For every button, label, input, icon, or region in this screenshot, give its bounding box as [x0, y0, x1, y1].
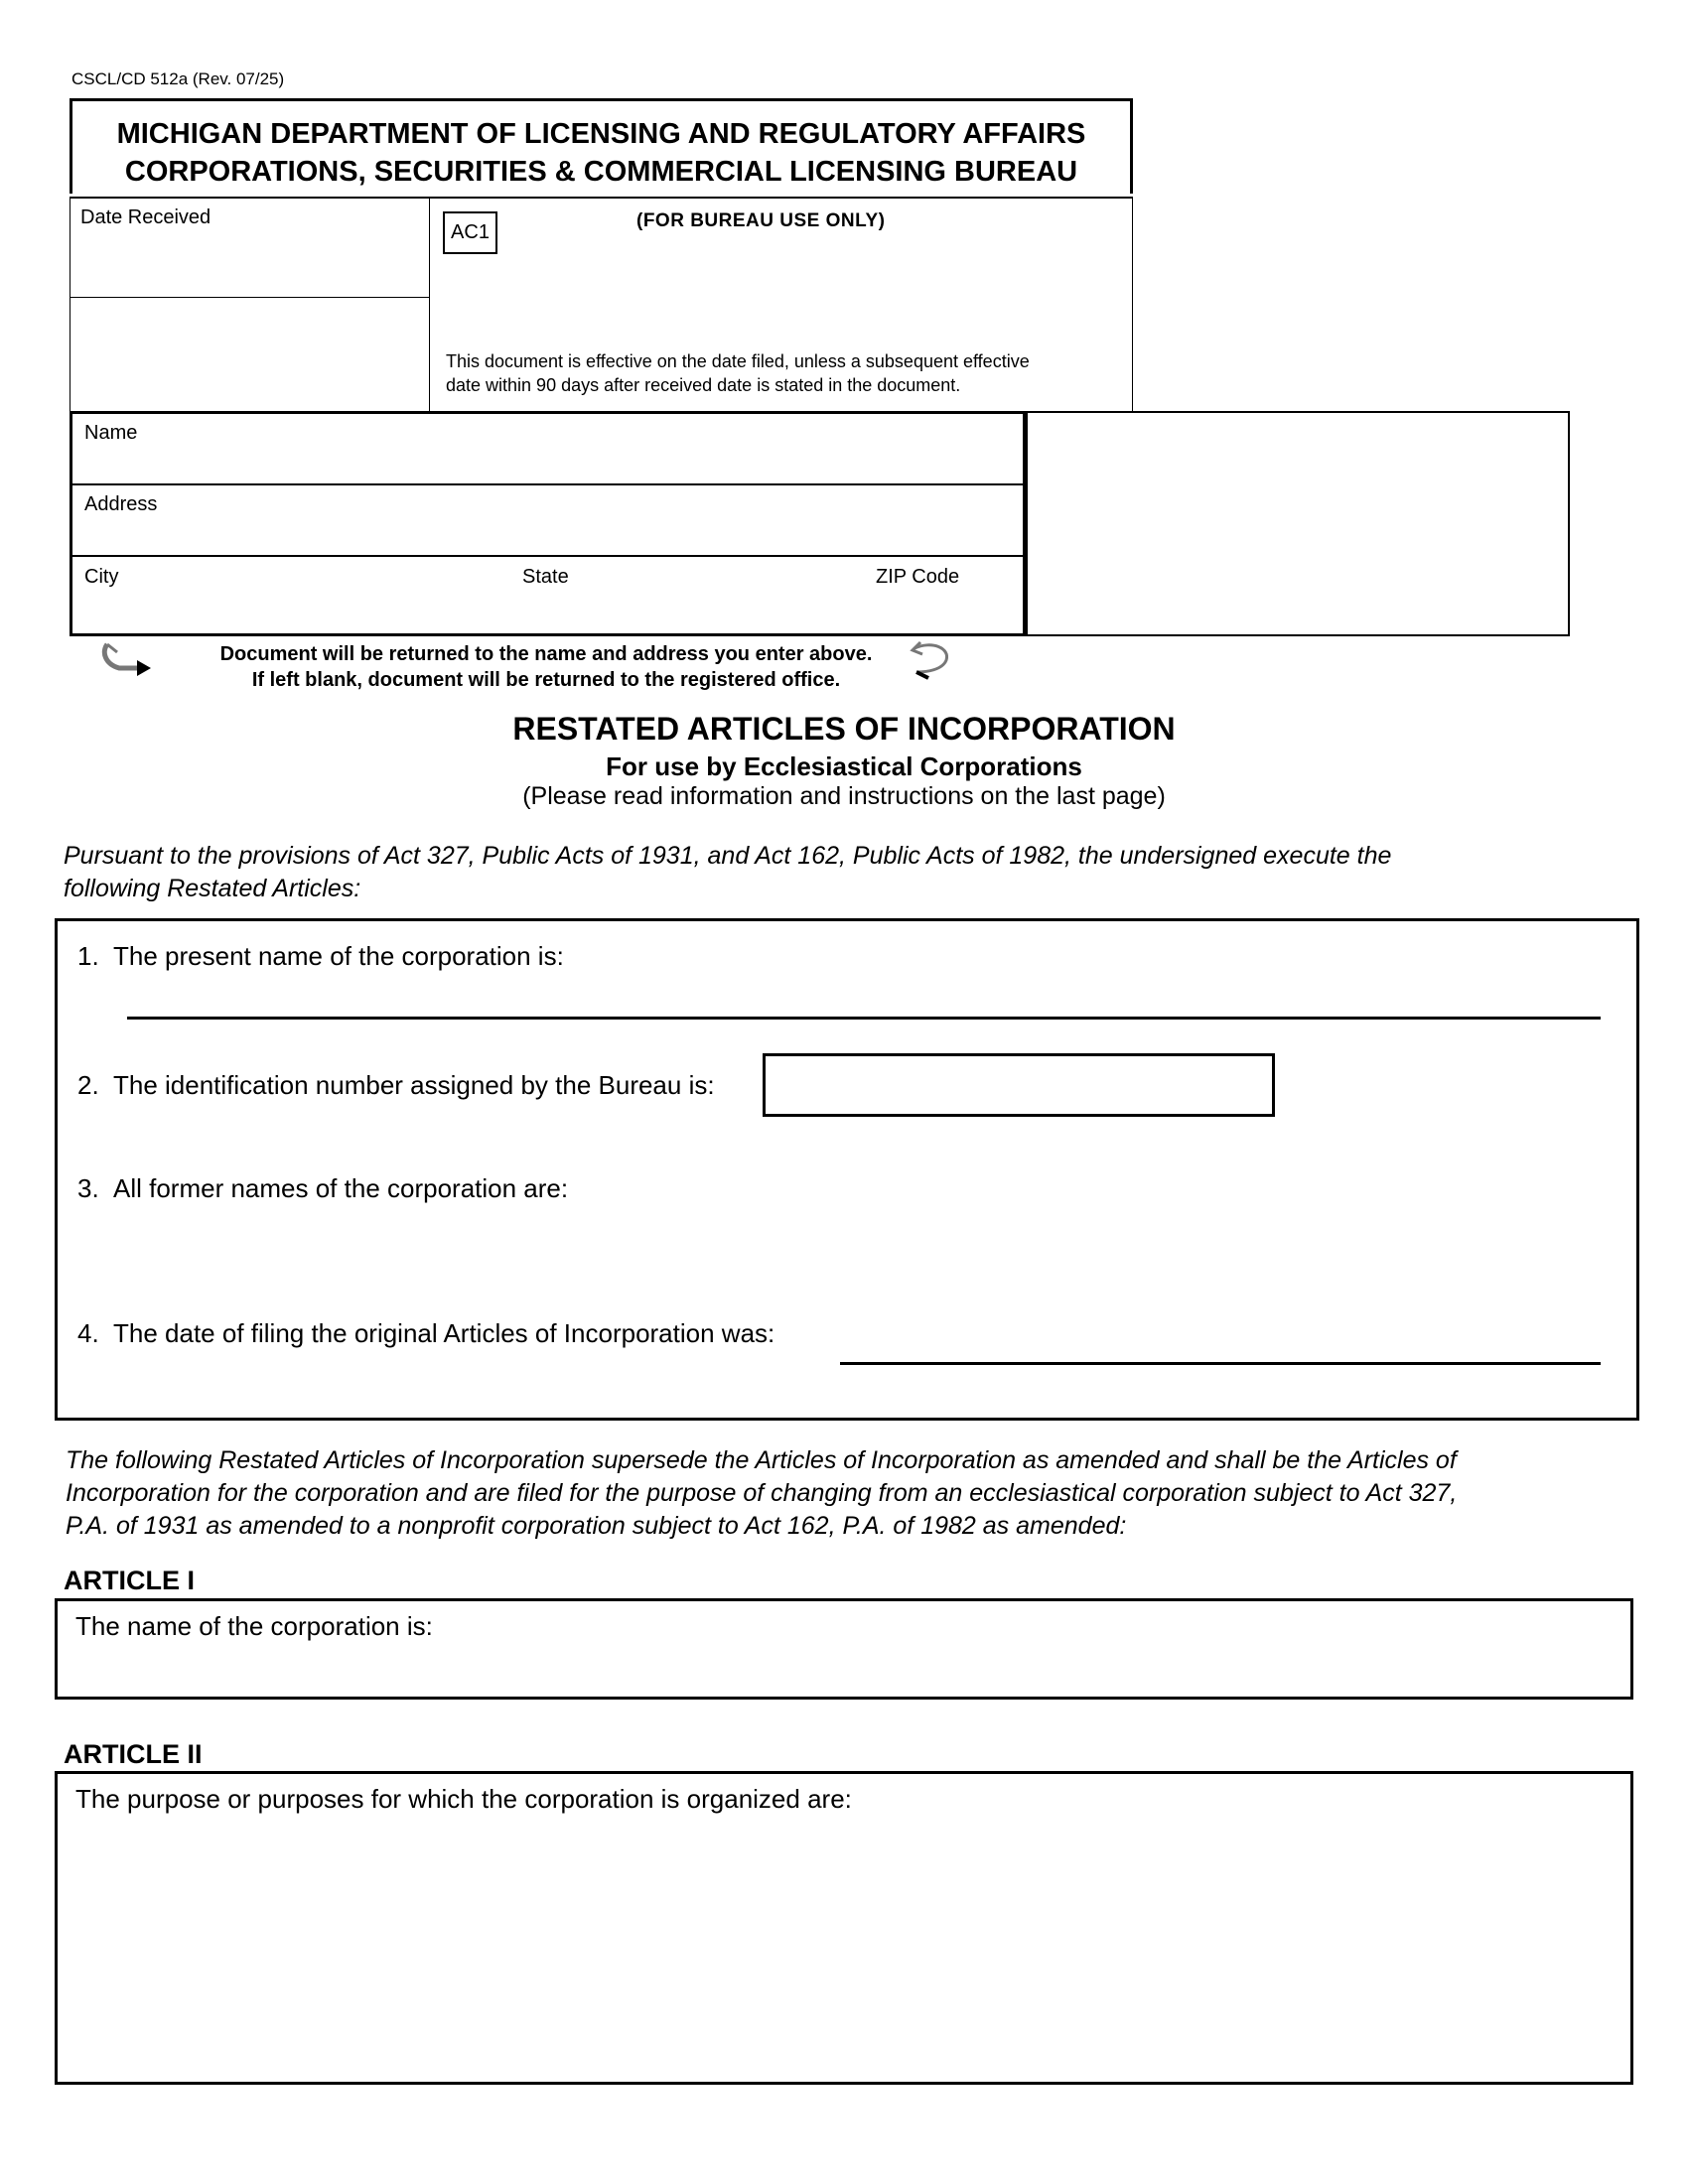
city-label: City	[84, 566, 119, 588]
ac1-box: AC1	[443, 211, 497, 254]
bureau-use-only-label: (FOR BUREAU USE ONLY)	[636, 210, 886, 231]
corporation-info-box	[55, 918, 1639, 1421]
bureau-name: CORPORATIONS, SECURITIES & COMMERCIAL LICENSING BUREAU	[124, 156, 1078, 188]
blank-bureau-cell	[70, 298, 430, 414]
item-present-name	[77, 941, 564, 972]
form-title: RESTATED ARTICLES OF INCORPORATION	[512, 711, 1176, 747]
date-received-cell	[70, 199, 430, 298]
item-number: 4.	[77, 1318, 99, 1348]
return-address-box	[70, 411, 1026, 636]
date-received-label: Date Received	[80, 206, 211, 228]
department-name: MICHIGAN DEPARTMENT OF LICENSING AND REGULATORY AFFAIRS	[116, 118, 1086, 150]
article-2-text: The purpose or purposes for which the corporation is organized are:	[75, 1784, 852, 1814]
address-field[interactable]	[72, 485, 1023, 557]
article-2-heading: ARTICLE II	[64, 1739, 203, 1769]
item-text: All former names of the corporation are:	[113, 1173, 569, 1203]
instructions-note: (Please read information and instructions on the last page)	[522, 782, 1166, 810]
item-original-filing-date	[77, 1318, 774, 1349]
return-note	[169, 641, 923, 693]
form-code: CSCL/CD 512a (Rev. 07/25)	[71, 69, 285, 88]
article-2-input[interactable]	[55, 1771, 1633, 2085]
former-names-input-area[interactable]	[77, 1214, 1617, 1303]
address-label: Address	[84, 493, 158, 515]
effective-note-line2: date within 90 days after received date is stated in the document.	[446, 375, 961, 395]
item-text: The date of filing the original Articles of Incorporation was:	[113, 1318, 775, 1348]
item-identification-number	[77, 1070, 715, 1101]
zip-label: ZIP Code	[876, 566, 960, 588]
supersede-statement	[66, 1444, 1624, 1543]
return-arrow-left-icon	[99, 638, 159, 683]
department-header	[70, 98, 1133, 194]
supersede-line3: P.A. of 1931 as amended to a nonprofit corporation subject to Act 162, P.A. of 1982 as amended:	[66, 1512, 1127, 1540]
identification-number-input[interactable]	[763, 1053, 1275, 1117]
present-name-input-line[interactable]	[127, 1017, 1601, 1020]
effective-note-line1: This document is effective on the date filed, unless a subsequent effective	[446, 351, 1030, 371]
filer-id-box	[1026, 411, 1570, 636]
supersede-line1: The following Restated Articles of Incorporation supersede the Articles of Incorporation as amended and shall be the Articles of	[66, 1446, 1457, 1474]
pursuant-line1: Pursuant to the provisions of Act 327, Public Acts of 1931, and Act 162, Public Acts of 1982, the undersigned execute the	[64, 842, 1392, 870]
return-note-line1: Document will be returned to the name and address you enter above.	[219, 643, 873, 665]
supersede-line2: Incorporation for the corporation and are filed for the purpose of changing from an ecclesiastical corporation subject to Act 327,	[66, 1479, 1458, 1507]
item-former-names	[77, 1173, 568, 1204]
pursuant-statement	[64, 840, 1613, 905]
article-1-input[interactable]	[55, 1598, 1633, 1700]
bureau-use-section	[70, 197, 1133, 412]
return-arrow-right-icon	[909, 638, 958, 687]
city-state-zip-row	[72, 557, 1023, 633]
item-number: 2.	[77, 1070, 99, 1100]
original-filing-date-input-line[interactable]	[840, 1362, 1601, 1365]
effective-date-note	[446, 349, 1131, 397]
item-text: The present name of the corporation is:	[113, 941, 564, 971]
item-number: 3.	[77, 1173, 99, 1203]
article-1-heading: ARTICLE I	[64, 1566, 195, 1595]
article-1-text: The name of the corporation is:	[75, 1611, 433, 1641]
item-number: 1.	[77, 941, 99, 971]
form-subtitle: For use by Ecclesiastical Corporations	[606, 751, 1082, 781]
state-label: State	[522, 566, 569, 588]
return-note-line2: If left blank, document will be returned to the registered office.	[251, 669, 841, 691]
name-label: Name	[84, 422, 138, 444]
name-field[interactable]	[72, 414, 1023, 485]
item-text: The identification number assigned by the Bureau is:	[113, 1070, 715, 1100]
pursuant-line2: following Restated Articles:	[64, 875, 361, 902]
